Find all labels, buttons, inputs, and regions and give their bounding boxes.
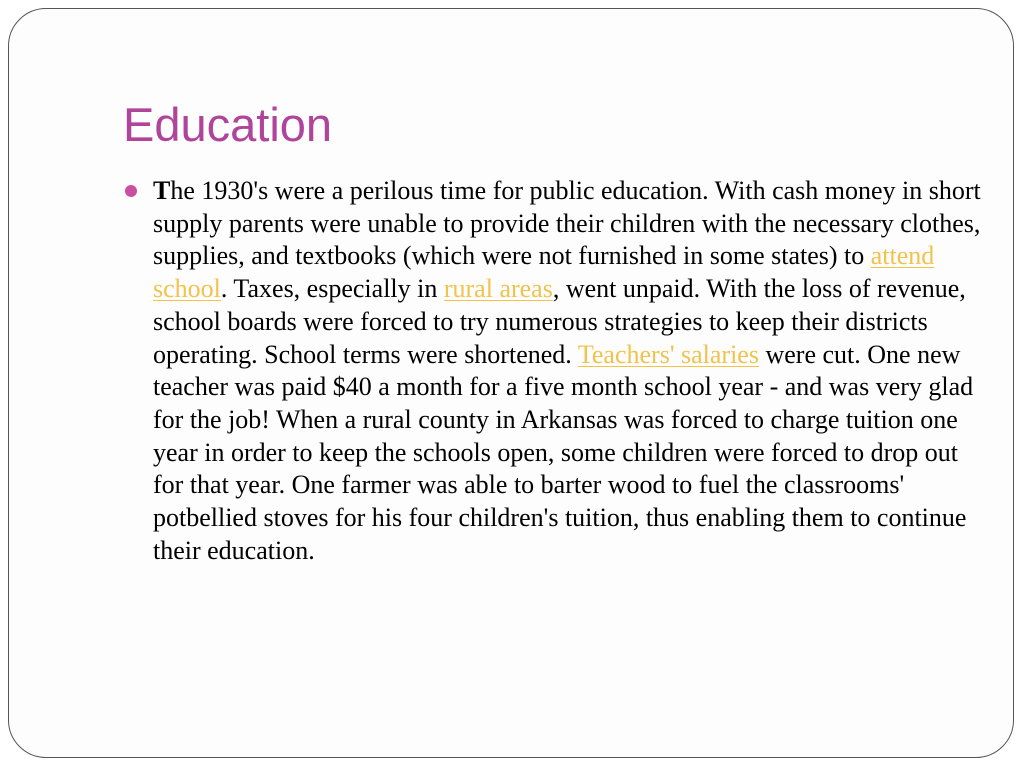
link-attend-school[interactable]: attend school: [153, 241, 935, 304]
bullet-text: [153, 176, 981, 565]
bullet-text-run: . Taxes, especially in: [220, 274, 444, 304]
link-teachers-salaries[interactable]: Teachers' salaries: [577, 339, 759, 369]
link-rural-areas[interactable]: rural areas: [443, 274, 553, 304]
slide-title: Education: [123, 98, 333, 151]
bullet-text-run: were cut. One new teacher was paid $40 a month for a five month school year - and was very glad for the job! When a rural county in Arkansas was forced to charge tuition one year in order to keep the schools open, some children were forced to drop out for that year. One farmer was able to barter wood to fuel the classrooms' potbellied stoves for his four children's tuition, thus enabling them to continue their education.: [153, 339, 974, 565]
bullet-text-run: he 1930's were a perilous time for public education. With cash money in short supply parents were unable to provide their children with the necessary clothes, supplies, and textbooks (which were not furnished in some states) to: [153, 176, 981, 271]
bullet-item: [125, 175, 985, 567]
bullet-text-run: , went unpaid. With the loss of revenue, school boards were forced to try numerous strategies to keep their districts operating. School terms were shortened.: [153, 274, 966, 369]
bullet-dot-icon: [125, 185, 137, 197]
bullet-drop-letter: T: [153, 176, 171, 205]
slide-frame: [8, 8, 1014, 758]
slide-body: [125, 175, 985, 567]
